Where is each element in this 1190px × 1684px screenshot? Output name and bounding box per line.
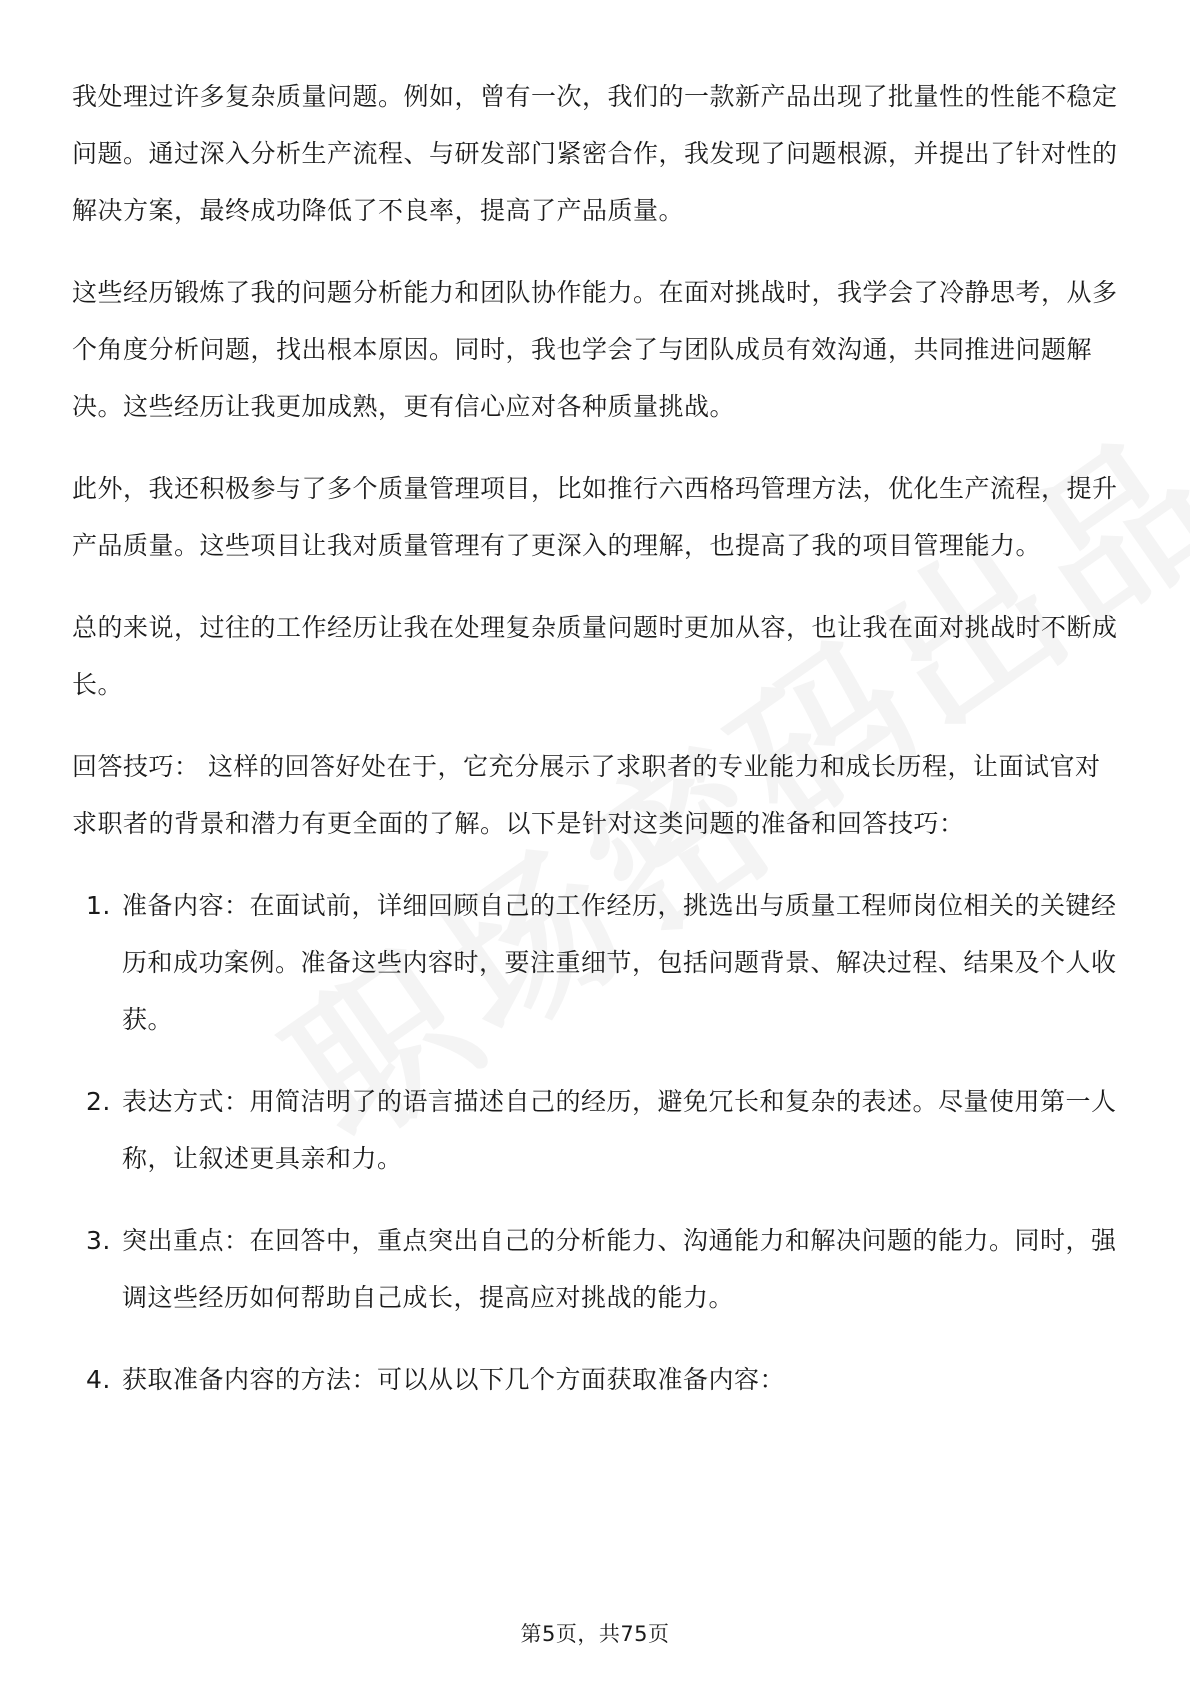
paragraph: 总的来说，过往的工作经历让我在处理复杂质量问题时更加从容，也让我在面对挑战时不断成长。 bbox=[72, 613, 1118, 699]
list-item bbox=[72, 877, 1122, 1048]
document-body bbox=[72, 68, 1122, 1433]
list-item-text: 准备内容：在面试前，详细回顾自己的工作经历，挑选出与质量工程师岗位相关的关键经历和成功案例。准备这些内容时，要注重细节，包括问题背景、解决过程、结果及个人收获。 bbox=[122, 891, 1117, 1034]
list-number: 1. bbox=[86, 891, 111, 920]
answer-tips-intro: 回答技巧： 这样的回答好处在于，它充分展示了求职者的专业能力和成长历程，让面试官对求职者的背景和潜力有更全面的了解。以下是针对这类问题的准备和回答技巧： bbox=[72, 752, 1101, 838]
list-number: 2. bbox=[86, 1087, 111, 1116]
list-item bbox=[72, 1351, 1122, 1408]
list-item-text: 突出重点：在回答中，重点突出自己的分析能力、沟通能力和解决问题的能力。同时，强调这些经历如何帮助自己成长，提高应对挑战的能力。 bbox=[122, 1226, 1117, 1312]
list-item-text: 表达方式：用简洁明了的语言描述自己的经历，避免冗长和复杂的表述。尽量使用第一人称，让叙述更具亲和力。 bbox=[122, 1087, 1117, 1173]
page-number-footer: 第5页，共75页 bbox=[520, 1622, 670, 1646]
paragraph: 我处理过许多复杂质量问题。例如，曾有一次，我们的一款新产品出现了批量性的性能不稳定问题。通过深入分析生产流程、与研发部门紧密合作，我发现了问题根源，并提出了针对性的解决方案，最终成功降低了不良率，提高了产品质量。 bbox=[72, 82, 1118, 225]
paragraph: 这些经历锻炼了我的问题分析能力和团队协作能力。在面对挑战时，我学会了冷静思考，从多个角度分析问题，找出根本原因。同时，我也学会了与团队成员有效沟通，共同推进问题解决。这些经历让我更加成熟，更有信心应对各种质量挑战。 bbox=[72, 278, 1118, 421]
list-item-text: 获取准备内容的方法：可以从以下几个方面获取准备内容： bbox=[122, 1365, 786, 1394]
paragraph: 此外，我还积极参与了多个质量管理项目，比如推行六西格玛管理方法，优化生产流程，提升产品质量。这些项目让我对质量管理有了更深入的理解，也提高了我的项目管理能力。 bbox=[72, 474, 1118, 560]
list-item bbox=[72, 1212, 1122, 1326]
list-item bbox=[72, 1073, 1122, 1187]
tips-list bbox=[72, 877, 1122, 1408]
list-number: 4. bbox=[86, 1365, 111, 1394]
list-number: 3. bbox=[86, 1226, 111, 1255]
